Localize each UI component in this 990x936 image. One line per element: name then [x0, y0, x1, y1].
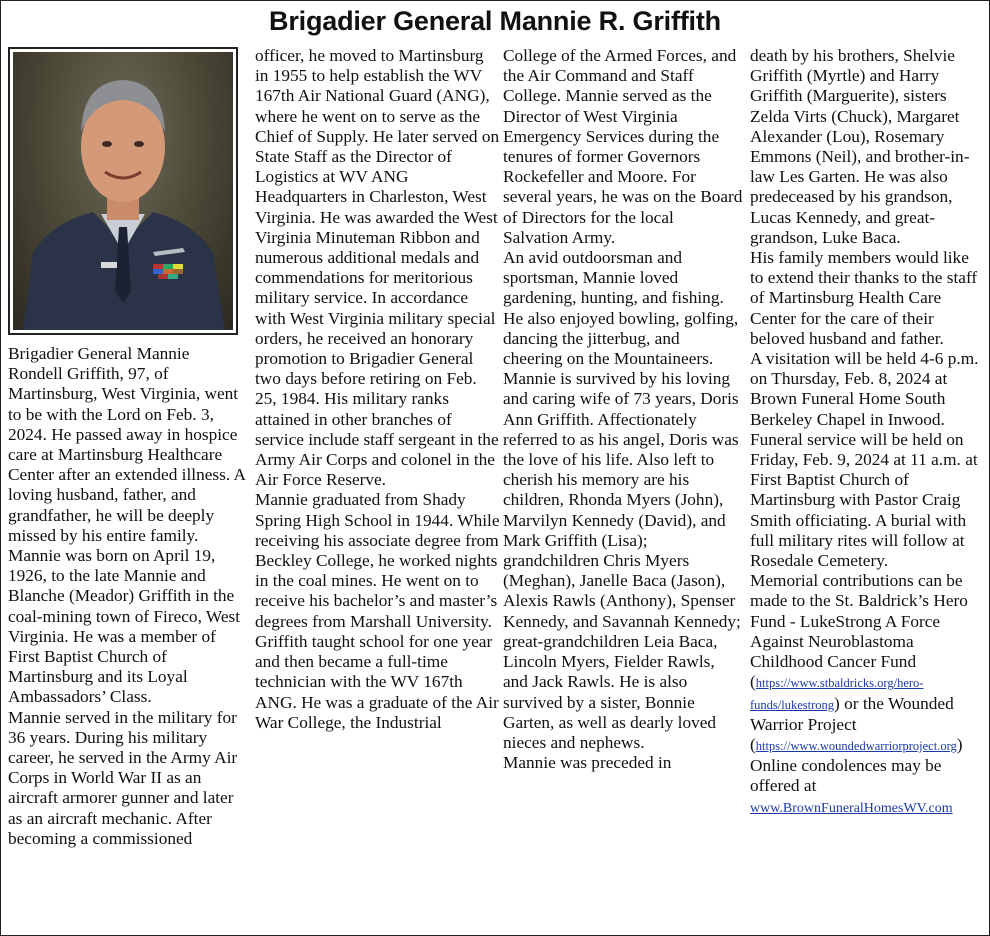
column-3: College of the Armed Forces, and the Air Command and Staff College. Mannie served as the Director of West Virginia Emergency Services during the tenures of former Governors Rockefeller and Moore. For several years, he was on the Board of Directors for the local Salvation Army. An avid outdoorsman and sportsman, Mannie loved gardening, hunting, and fishing. He also enjoyed bowling, golfing, dancing the jitterbug, and cheering on the Mountaineers. Mannie is survived by his loving and caring wife of 73 years, Doris Ann Griffith. Affectionately referred to as his angel, Doris was the love of his life. Also left to cherish his memory are his children, Rhonda Myers (John), Marvilyn Kennedy (David), and Mark Griffith (Lisa); grandchildren Chris Myers (Meghan), Janelle Baca (Jason), Alexis Rawls (Anthony), Spenser Kennedy, and Savannah Kennedy; great-grandchildren Leia Baca, Lincoln Myers, Fielder Rawls, and Jack Rawls. He is also survived by a sister, Bonnie Garten, as well as dearly loved nieces and nephews. Mannie was preceded in	[503, 46, 743, 773]
column-4-mid: ) or the Wounded Warrior Project	[750, 693, 954, 734]
brownfuneral-link[interactable]: www.BrownFuneralHomesWV.com	[750, 800, 953, 816]
column-4: death by his brothers, Shelvie Griffith (Myrtle) and Harry Griffith (Marguerite), sisters Zelda Virts (Chuck), Margaret Alexander (Lou), Rosemary Emmons (Neil), and brother-in-law Les Garten. He was also predeceased by his grandson, Lucas Kennedy, and great-grandson, Luke Baca. His family members would like to extend their thanks to the staff of Martinsburg Health Care Center for the care of their beloved husband and father. A visitation will be held 4-6 p.m. on Thursday, Feb. 8, 2024 at Brown Funeral Home South Berkeley Chapel in Inwood. Funeral service will be held on Friday, Feb. 9, 2024 at 11 a.m. at First Baptist Church of Martinsburg with Pastor Craig Smith officiating. A burial with full military rites will follow at Rosedale Cemetery. Memorial contributions can be made to the St. Baldrick’s Hero Fund - LukeStrong A Force Against Neuroblastoma Childhood Cancer Fund (https://www.stbaldricks.org/hero-funds/lukestrong) or the Wounded Warrior Project (https://www.woundedwarriorproject.org) Online condolences may be offered at www.BrownFuneralHomesWV.com	[750, 46, 979, 816]
page-title: Brigadier General Mannie R. Griffith	[269, 6, 721, 36]
stbaldricks-link[interactable]: https://www.stbaldricks.org/hero-funds/lukestrong	[750, 676, 924, 712]
portrait-photo	[13, 52, 233, 330]
column-1: Brigadier General Mannie Rondell Griffith, 97, of Martinsburg, West Virginia, went to be with the Lord on Feb. 3, 2024. He passed away in hospice care at Martinsburg Healthcare Center after an extended illness. A loving husband, father, and grandfather, he will be deeply missed by his entire family. Mannie was born on April 19, 1926, to the late Mannie and Blanche (Meador) Griffith in the coal-mining town of Fireco, West Virginia. He was a member of First Baptist Church of Martinsburg and its Loyal Ambassadors’ Class. Mannie served in the military for 36 years. During his military career, he served in the Army Air Corps in World War II as an aircraft armorer gunner and later as an aircraft mechanic. After becoming a commissioned	[8, 344, 246, 848]
column-2: officer, he moved to Martinsburg in 1955 to help establish the WV 167th Air National Guard (ANG), where he went on to serve as the Chief of Supply. He later served on State Staff as the Director of Logistics at WV ANG Headquarters in Charleston, West Virginia. He was awarded the West Virginia Minuteman Ribbon and numerous additional medals and commendations for meritorious military service. In accordance with West Virginia military special orders, he received an honorary promotion to Brigadier General two days before retiring on Feb. 25, 1984. His military ranks attained in other branches of service include staff sergeant in the Army Air Corps and colonel in the Air Force Reserve. Mannie graduated from Shady Spring High School in 1944. While receiving his associate degree from Beckley College, he worked nights in the coal mines. He went on to receive his bachelor’s and master’s degrees from Marshall University. Griffith taught school for one year and then became a full-time technician with the WV 167th ANG. He was a graduate of the Air War College, the Industrial	[255, 46, 500, 732]
column-4-text: death by his brothers, Shelvie Griffith (Myrtle) and Harry Griffith (Marguerite), sisters Zelda Virts (Chuck), Margaret Alexander (Lou), Rosemary Emmons (Neil), and brother-in-law Les Garten. He was also predeceased by his grandson, Lucas Kennedy, and great-grandson, Luke Baca. His family members would like to extend their thanks to the staff of Martinsburg Health Care Center for the care of their beloved husband and father. A visitation will be held 4-6 p.m. on Thursday, Feb. 8, 2024 at Brown Funeral Home South Berkeley Chapel in Inwood. Funeral service will be held on Friday, Feb. 9, 2024 at 11 a.m. at First Baptist Church of Martinsburg with Pastor Craig Smith officiating. A burial with full military rites will follow at Rosedale Cemetery. Memorial contributions can be made to the St. Baldrick’s Hero Fund - LukeStrong A Force Against Neuroblastoma Childhood Cancer Fund	[750, 46, 979, 672]
column-4-tail: Online condolences may be offered at	[750, 756, 942, 796]
portrait-frame	[8, 47, 238, 335]
woundedwarrior-link[interactable]: https://www.woundedwarriorproject.org	[755, 738, 957, 753]
portrait-illustration	[13, 52, 233, 330]
